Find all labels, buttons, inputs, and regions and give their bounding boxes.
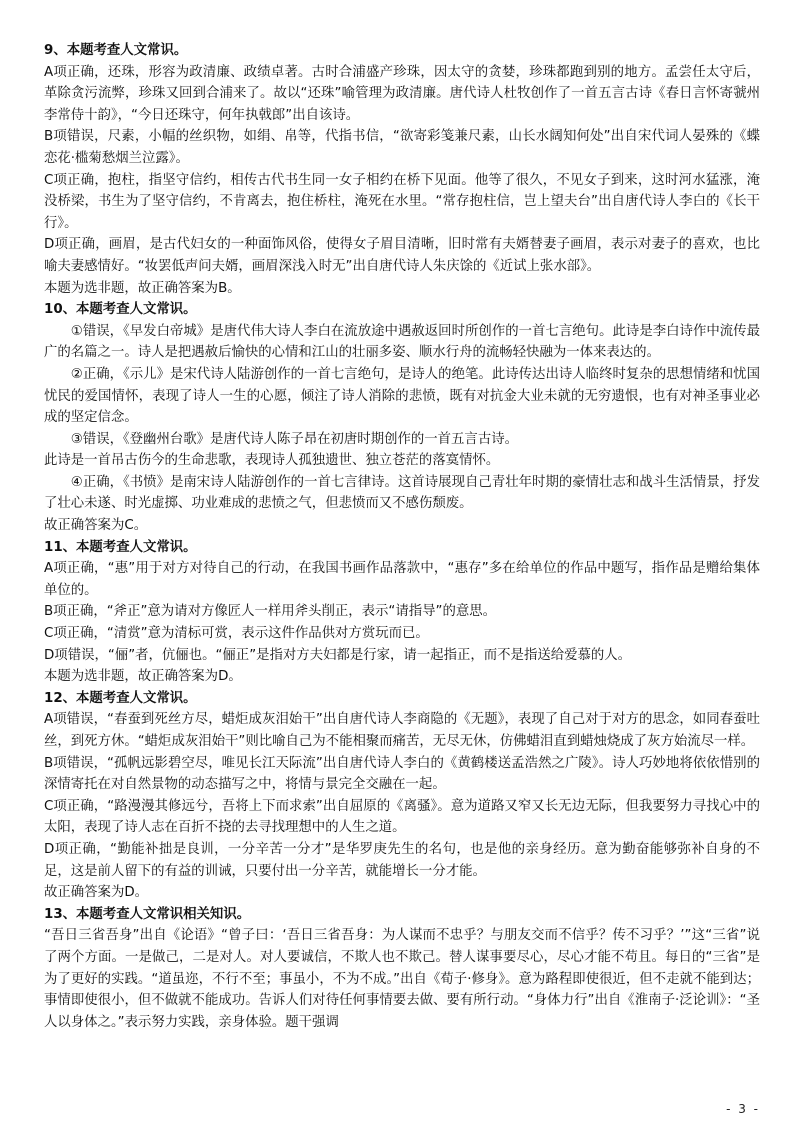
q9-option-b: B项错误，尺素，小幅的丝织物，如绢、帛等，代指书信，“欲寄彩笺兼尺素，山长水阔知何处”出自宋代词人晏殊的《蝶恋花·槛菊愁烟兰泣露》。 [44,129,760,166]
section-heading-13: 13、本题考查人文常识相关知识。 [44,906,251,922]
q11-option-b: B项正确，“斧正”意为请对方像匠人一样用斧头削正，表示“请指导”的意思。 [44,604,497,620]
q10-answer: 故正确答案为C。 [44,518,148,534]
page-number: - 3 - [726,1102,760,1116]
q10-item-3-note: 此诗是一首吊古伤今的生命悲歌，表现诗人孤独遗世、独立苍茫的落寞情怀。 [44,453,500,469]
q12-option-d: D项正确，“勤能补拙是良训，一分辛苦一分才”是华罗庚先生的名句，也是他的亲身经历。意为勤奋能够弥补自身的不足，这是前人留下的有益的训诫，只要付出一分辛苦，就能增长一分才能。 [44,841,760,879]
q9-option-c: C项正确，抱柱，指坚守信约，相传古代书生同一女子相约在桥下见面。他等了很久，不见女子到来，这时河水猛涨，淹没桥梁，书生为了坚守信约，不肯离去，抱住桥柱，淹死在水里。“常存抱柱信，岂上望夫台”出自唐代诗人李白的《长干行》。 [44,172,760,231]
q9-option-a: A项正确，还珠，形容为政清廉、政绩卓著。古时合浦盛产珍珠，因太守的贪婪，珍珠都跑到别的地方。孟尝任太守后，革除贪污流弊，珍珠又回到合浦来了。故以“还珠”喻管理为政清廉。唐代诗人杜牧创作了一首五言古诗《春日言怀寄虢州李常侍十韵》，“今日还珠守，何年执戟郎”出自该诗。 [44,64,760,123]
section-heading-9: 9、本题考查人文常识。 [44,43,188,58]
section-heading-11: 11、本题考查人文常识。 [44,539,197,555]
q9-answer: 本题为选非题，故正确答案为B。 [44,280,241,296]
q12-option-a: A项错误，“春蚕到死丝方尽，蜡炬成灰泪始干”出自唐代诗人李商隐的《无题》，表现了自己对于对方的思念，如同春蚕吐丝，到死方休。“蜡炬成灰泪始干”则比喻自己为不能相聚而痛苦，无尽无休，仿佛蜡泪直到蜡烛烧成了灰方始流尽一样。 [44,712,760,749]
section-heading-12: 12、本题考查人文常识。 [44,690,197,706]
q12-option-b: B项错误，“孤帆远影碧空尽，唯见长江天际流”出自唐代诗人李白的《黄鹤楼送孟浩然之广陵》。诗人巧妙地将依依惜别的深情寄托在对自然景物的动态描写之中，将情与景完全交融在一起。 [44,755,760,793]
q11-option-d: D项错误，“俪”者，伉俪也。“俪正”是指对方夫妇都是行家，请一起指正，而不是指送给爱慕的人。 [44,647,632,663]
q11-option-c: C项正确，“清赏”意为清标可赏，表示这件作品供对方赏玩而已。 [44,626,429,642]
q10-item-3: ③错误，《登幽州台歌》是唐代诗人陈子昂在初唐时期创作的一首五言古诗。 [70,431,518,447]
section-heading-10: 10、本题考查人文常识。 [44,302,197,318]
q12-option-c: C项正确，“路漫漫其修远兮，吾将上下而求索”出自屈原的《离骚》。意为道路又窄又长无边无际，但我要努力寻找心中的太阳，表现了诗人志在百折不挠的去寻找理想中的人生之道。 [44,798,760,836]
q13-explanation: “吾日三省吾身”出自《论语》“曾子曰：‘吾日三省吾身：为人谋而不忠乎？与朋友交而不信乎？传不习乎？’”这“三省”说了两个方面。一是做己，二是对人。对人要诚信，不欺人也不欺己。替人谋事要尽心，尽心才能不苟且。每日的“三省”是为了更好的实践。“道虽迩，不行不至；事虽小，不为不成。”出自《荀子·修身》。意为路程即使很近，但不走就不能到达；事情即使很小，但不做就不能成功。告诉人们对待任何事情要去做、要有所行动。“身体力行”出自《淮南子·泛论训》：“圣人以身体之。”表示努力实践，亲身体验。题干强调 [44,928,760,1030]
q11-answer: 本题为选非题，故正确答案为D。 [44,669,242,685]
q10-item-2: ②正确，《示儿》是宋代诗人陆游创作的一首七言绝句，是诗人的绝笔。此诗传达出诗人临终时复杂的思想情绪和忧国忧民的爱国情怀，表现了诗人一生的心愿，倾注了诗人消除的悲愤，既有对抗金大业未就的无穷遗恨，也有对神圣事业必成的坚定信念。 [44,366,760,426]
q12-answer: 故正确答案为D。 [44,885,149,901]
q9-option-d: D项正确，画眉，是古代妇女的一种面饰风俗，使得女子眉目清晰，旧时常有夫婿替妻子画眉，表示对妻子的喜欢，也比喻夫妻感情好。“妆罢低声问夫婿，画眉深浅入时无”出自唐代诗人朱庆馀的《近试上张水部》。 [44,237,760,274]
q10-item-1: ①错误，《早发白帝城》是唐代伟大诗人李白在流放途中遇赦返回时所创作的一首七言绝句。此诗是李白诗作中流传最广的名篇之一。诗人是把遇赦后愉快的心情和江山的壮丽多姿、顺水行舟的流畅轻快融为一体来表达的。 [44,323,760,361]
q11-option-a: A项正确，“惠”用于对方对待自己的行动，在我国书画作品落款中，“惠存”多在给单位的作品中题写，指作品是赠给集体单位的。 [44,561,760,598]
document-body [44,40,760,1033]
q10-item-4: ④正确，《书愤》是南宋诗人陆游创作的一首七言律诗。这首诗展现自己青壮年时期的豪情壮志和战斗生活情景，抒发了壮心未遂、时光虚掷、功业难成的悲愤之气，但悲愤而又不感伤颓废。 [44,474,760,512]
